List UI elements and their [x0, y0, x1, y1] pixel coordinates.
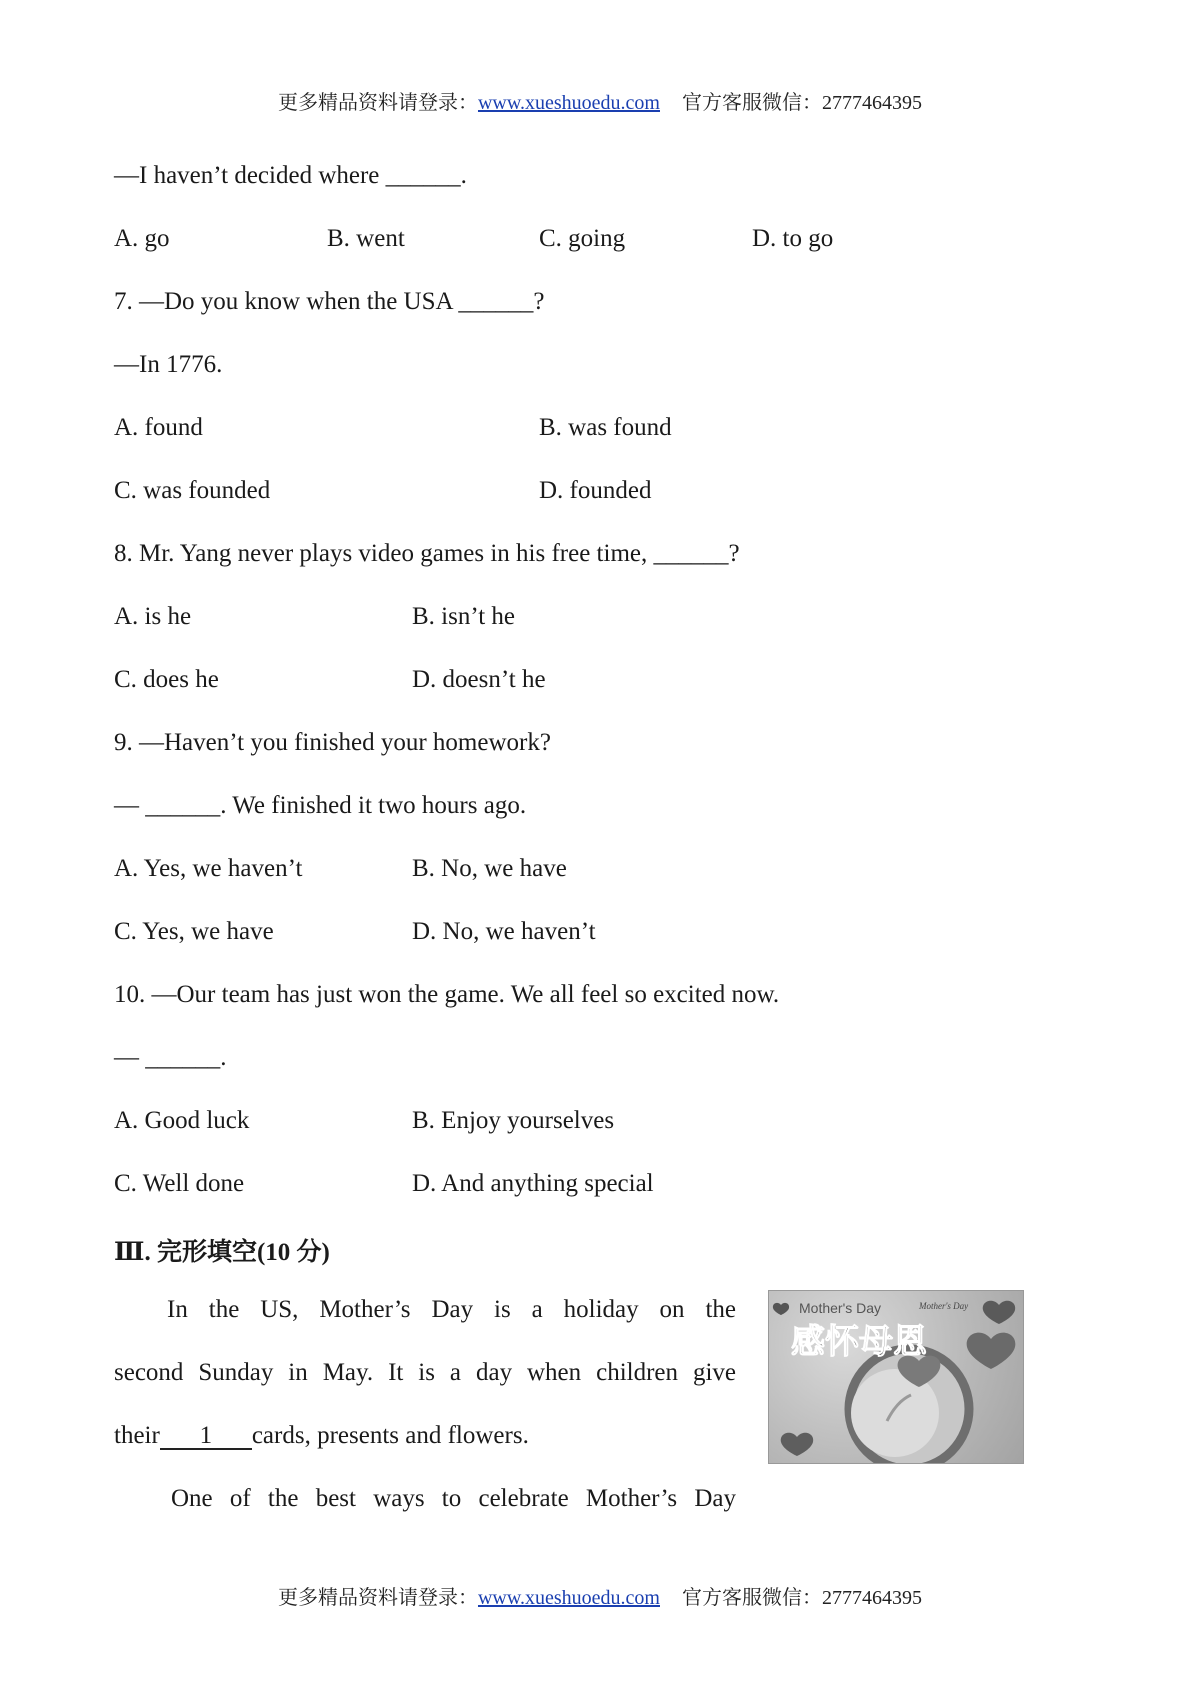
q6-option-c: C. going: [539, 225, 626, 252]
q6-answer-line: —I haven’t decided where ______.: [114, 162, 467, 189]
q10-question: 10. —Our team has just won the game. We all feel so excited now.: [114, 981, 780, 1008]
page-header: [0, 86, 1200, 115]
footer-prefix: 更多精品资料请登录：: [277, 1587, 478, 1609]
passage-line-2: second Sunday in May. It is a day when children give: [114, 1359, 736, 1386]
q9-option-c: C. Yes, we have: [114, 918, 274, 945]
q10-option-b: B. Enjoy yourselves: [412, 1107, 615, 1134]
footer-service: 官方客服微信：2777464395: [682, 1587, 922, 1609]
q7-question: 7. —Do you know when the USA ______?: [114, 288, 545, 315]
q7-option-a: A. found: [114, 414, 203, 441]
q7-answer-line: —In 1776.: [114, 351, 223, 378]
mothers-day-picture: [768, 1290, 1024, 1464]
picture-chinese-title: 感怀母恩: [791, 1322, 927, 1362]
q8-question: 8. Mr. Yang never plays video games in his free time, ______?: [114, 540, 740, 567]
q8-option-d: D. doesn’t he: [412, 666, 546, 693]
q8-option-b: B. isn’t he: [412, 603, 516, 630]
q9-answer-line: — ______. We finished it two hours ago.: [114, 792, 527, 819]
q9-question: 9. —Haven’t you finished your homework?: [114, 729, 551, 756]
section-title: Ⅲ. 完形填空(10 分): [114, 1239, 330, 1266]
q6-option-d: D. to go: [752, 225, 834, 252]
heart-icon: [967, 1333, 1016, 1369]
q10-option-c: C. Well done: [114, 1170, 245, 1197]
heart-icon: [781, 1433, 813, 1456]
q6-option-b: B. went: [327, 225, 405, 252]
q7-option-b: B. was found: [539, 414, 672, 441]
header-service: 官方客服微信：2777464395: [682, 92, 922, 114]
heart-icon: [983, 1301, 1015, 1324]
q8-option-a: A. is he: [114, 603, 192, 630]
header-prefix: 更多精品资料请登录：: [277, 92, 478, 114]
q10-answer-line: — ______.: [114, 1044, 227, 1071]
passage-line-3-start: their: [114, 1422, 160, 1449]
q7-option-c: C. was founded: [114, 477, 271, 504]
q9-option-a: A. Yes, we haven’t: [114, 855, 303, 882]
picture-caption: Mother's Day: [799, 1300, 882, 1316]
picture-script: Mother's Day: [919, 1301, 969, 1311]
heart-icon: [773, 1303, 789, 1315]
q10-option-d: D. And anything special: [412, 1170, 654, 1197]
passage-line-3-end: cards, presents and flowers.: [251, 1422, 529, 1449]
passage-line-1: In the US, Mother’s Day is a holiday on the: [167, 1296, 736, 1323]
footer-link[interactable]: www.xueshuoedu.com: [477, 1587, 660, 1609]
q8-option-c: C. does he: [114, 666, 219, 693]
q9-option-b: B. No, we have: [412, 855, 567, 882]
q10-option-a: A. Good luck: [114, 1107, 250, 1134]
header-link[interactable]: www.xueshuoedu.com: [477, 92, 660, 114]
passage-line-4: One of the best ways to celebrate Mother’s Day: [171, 1485, 736, 1512]
q6-option-a: A. go: [114, 225, 170, 252]
q9-option-d: D. No, we haven’t: [412, 918, 596, 945]
blank-1: 1: [160, 1424, 252, 1450]
passage-line-3: [114, 1421, 529, 1451]
mothers-day-art: [769, 1291, 1023, 1463]
page-footer: [0, 1581, 1200, 1610]
q7-option-d: D. founded: [539, 477, 652, 504]
